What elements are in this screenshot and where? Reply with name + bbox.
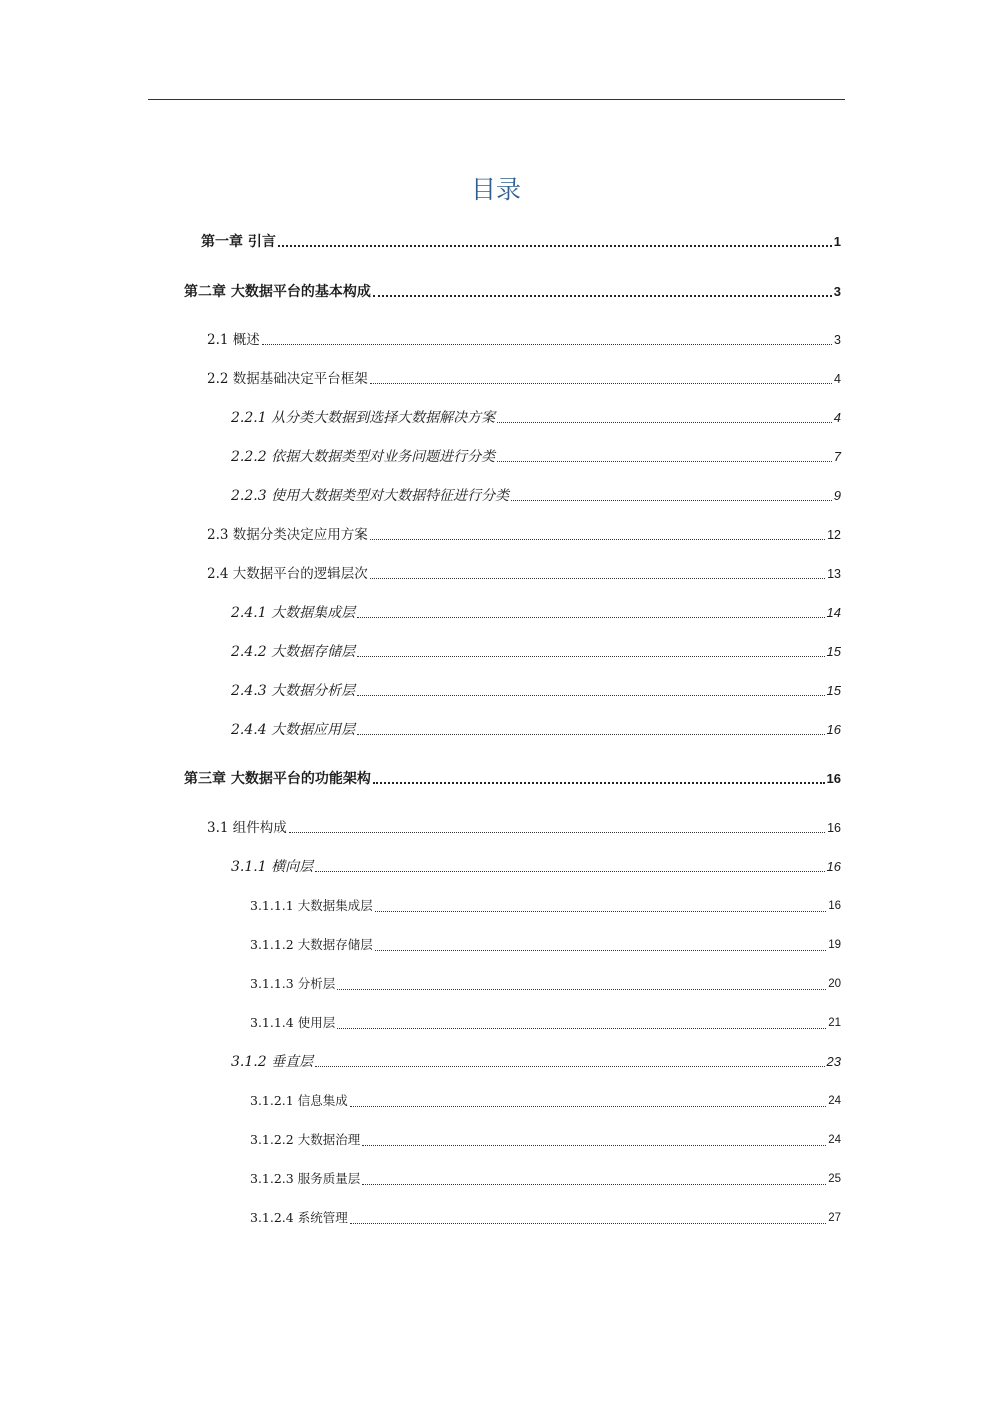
toc-entry-section-3-1-2[interactable]: [231, 1051, 841, 1073]
toc-entry-page: 25: [828, 1173, 841, 1185]
toc-entry-page: 24: [828, 1095, 841, 1107]
dot-leader: [373, 295, 832, 297]
toc-entry-label: 第三章 大数据平台的功能架构: [184, 771, 371, 787]
toc-entry-section-2-2-3[interactable]: [231, 485, 841, 507]
toc-entry-section-3-1-2-3[interactable]: [250, 1168, 841, 1190]
dot-leader: [375, 950, 826, 951]
dot-leader: [357, 734, 824, 735]
toc-entry-label: 2.4.1 大数据集成层: [231, 605, 356, 621]
toc-entry-page: 13: [827, 567, 841, 581]
toc-entry-section-3-1-2-1[interactable]: [250, 1090, 841, 1112]
toc-entry-page: 16: [826, 722, 841, 737]
toc-entry-chapter-1[interactable]: [201, 231, 841, 253]
dot-leader: [262, 344, 832, 345]
toc-entry-section-2-1[interactable]: [207, 329, 841, 351]
dot-leader: [362, 1145, 826, 1146]
dot-leader: [315, 1066, 824, 1067]
toc-entry-section-2-2[interactable]: [207, 368, 841, 390]
dot-leader: [289, 832, 825, 833]
dot-leader: [370, 578, 825, 579]
toc-entry-page: 20: [828, 978, 841, 990]
toc-entry-label: 2.2.2 依据大数据类型对业务问题进行分类: [231, 449, 496, 465]
toc-entry-section-3-1-2-4[interactable]: [250, 1207, 841, 1229]
toc-entry-section-3-1-1-4[interactable]: [250, 1012, 841, 1034]
toc-entry-section-2-3[interactable]: [207, 524, 841, 546]
toc-entry-section-2-4[interactable]: [207, 563, 841, 585]
toc-entry-page: 27: [828, 1212, 841, 1224]
toc-entry-section-2-4-3[interactable]: [231, 680, 841, 702]
toc-entry-label: 第二章 大数据平台的基本构成: [184, 284, 371, 300]
dot-leader: [370, 383, 832, 384]
dot-leader: [511, 500, 832, 501]
toc-entry-label: 3.1.1.2 大数据存储层: [250, 937, 373, 952]
toc-entry-page: 16: [828, 900, 841, 912]
dot-leader: [337, 1028, 826, 1029]
toc-entry-page: 23: [826, 1054, 841, 1069]
toc-entry-page: 12: [827, 528, 841, 542]
toc-entry-section-3-1-2-2[interactable]: [250, 1129, 841, 1151]
toc-entry-label: 3.1.2.3 服务质量层: [250, 1171, 361, 1186]
dot-leader: [373, 782, 825, 784]
toc-entry-section-2-4-4[interactable]: [231, 719, 841, 741]
toc-entry-label: 2.4.2 大数据存储层: [231, 644, 356, 660]
toc-entry-label: 2.1 概述: [207, 332, 260, 348]
toc-entry-page: 21: [828, 1017, 841, 1029]
toc-entry-label: 第一章 引言: [201, 234, 276, 250]
header-rule: [148, 99, 845, 100]
toc-entry-label: 2.2 数据基础决定平台框架: [207, 371, 368, 387]
toc-entry-page: 15: [826, 644, 841, 659]
toc-entry-label: 3.1.1.3 分析层: [250, 976, 336, 991]
toc-entry-label: 3.1.2.1 信息集成: [250, 1093, 348, 1108]
toc-entry-section-3-1-1-2[interactable]: [250, 934, 841, 956]
toc-entry-section-3-1-1-1[interactable]: [250, 895, 841, 917]
toc-entry-page: 16: [827, 821, 841, 835]
dot-leader: [337, 989, 826, 990]
dot-leader: [497, 422, 832, 423]
toc-entry-page: 15: [826, 683, 841, 698]
toc-entry-section-2-4-1[interactable]: [231, 602, 841, 624]
dot-leader: [350, 1223, 826, 1224]
toc-entry-section-2-4-2[interactable]: [231, 641, 841, 663]
toc-entry-section-2-2-2[interactable]: [231, 446, 841, 468]
toc-entry-page: 14: [826, 605, 841, 620]
toc-entry-label: 3.1 组件构成: [207, 820, 287, 836]
toc-entry-label: 3.1.1.1 大数据集成层: [250, 898, 373, 913]
toc-entry-chapter-3[interactable]: [184, 768, 841, 790]
toc-entry-section-2-2-1[interactable]: [231, 407, 841, 429]
toc-entry-chapter-2[interactable]: [184, 281, 841, 303]
toc-entry-page: 1: [833, 234, 841, 249]
toc-entry-label: 3.1.2 垂直层: [231, 1054, 314, 1070]
dot-leader: [357, 695, 824, 696]
toc-entry-label: 2.2.3 使用大数据类型对大数据特征进行分类: [231, 488, 510, 504]
toc-title: 目录: [470, 175, 521, 204]
toc-entry-page: 19: [828, 939, 841, 951]
dot-leader: [315, 871, 824, 872]
toc-entry-page: 9: [833, 488, 841, 503]
toc-entry-page: 3: [834, 333, 841, 347]
toc-entry-page: 7: [833, 449, 841, 464]
toc-entry-page: 16: [826, 771, 841, 786]
toc-entry-page: 3: [833, 284, 841, 299]
toc-entry-section-3-1-1[interactable]: [231, 856, 841, 878]
dot-leader: [497, 461, 832, 462]
dot-leader: [375, 911, 826, 912]
toc-entry-section-3-1[interactable]: [207, 817, 841, 839]
toc-entry-section-3-1-1-3[interactable]: [250, 973, 841, 995]
toc-entry-label: 2.4.3 大数据分析层: [231, 683, 356, 699]
toc-entry-label: 3.1.2.2 大数据治理: [250, 1132, 361, 1147]
dot-leader: [357, 656, 824, 657]
dot-leader: [278, 245, 832, 247]
toc-entry-label: 3.1.1 横向层: [231, 859, 314, 875]
dot-leader: [362, 1184, 826, 1185]
toc-entry-page: 4: [833, 410, 841, 425]
toc-entry-page: 24: [828, 1134, 841, 1146]
dot-leader: [350, 1106, 826, 1107]
toc-entry-page: 16: [826, 859, 841, 874]
toc-entry-label: 2.3 数据分类决定应用方案: [207, 527, 368, 543]
dot-leader: [357, 617, 824, 618]
toc-entry-label: 3.1.2.4 系统管理: [250, 1210, 348, 1225]
toc-entry-label: 3.1.1.4 使用层: [250, 1015, 336, 1030]
toc-entry-label: 2.2.1 从分类大数据到选择大数据解决方案: [231, 410, 496, 426]
dot-leader: [370, 539, 825, 540]
toc-entry-label: 2.4.4 大数据应用层: [231, 722, 356, 738]
toc-entry-page: 4: [834, 372, 841, 386]
toc-entry-label: 2.4 大数据平台的逻辑层次: [207, 566, 368, 582]
